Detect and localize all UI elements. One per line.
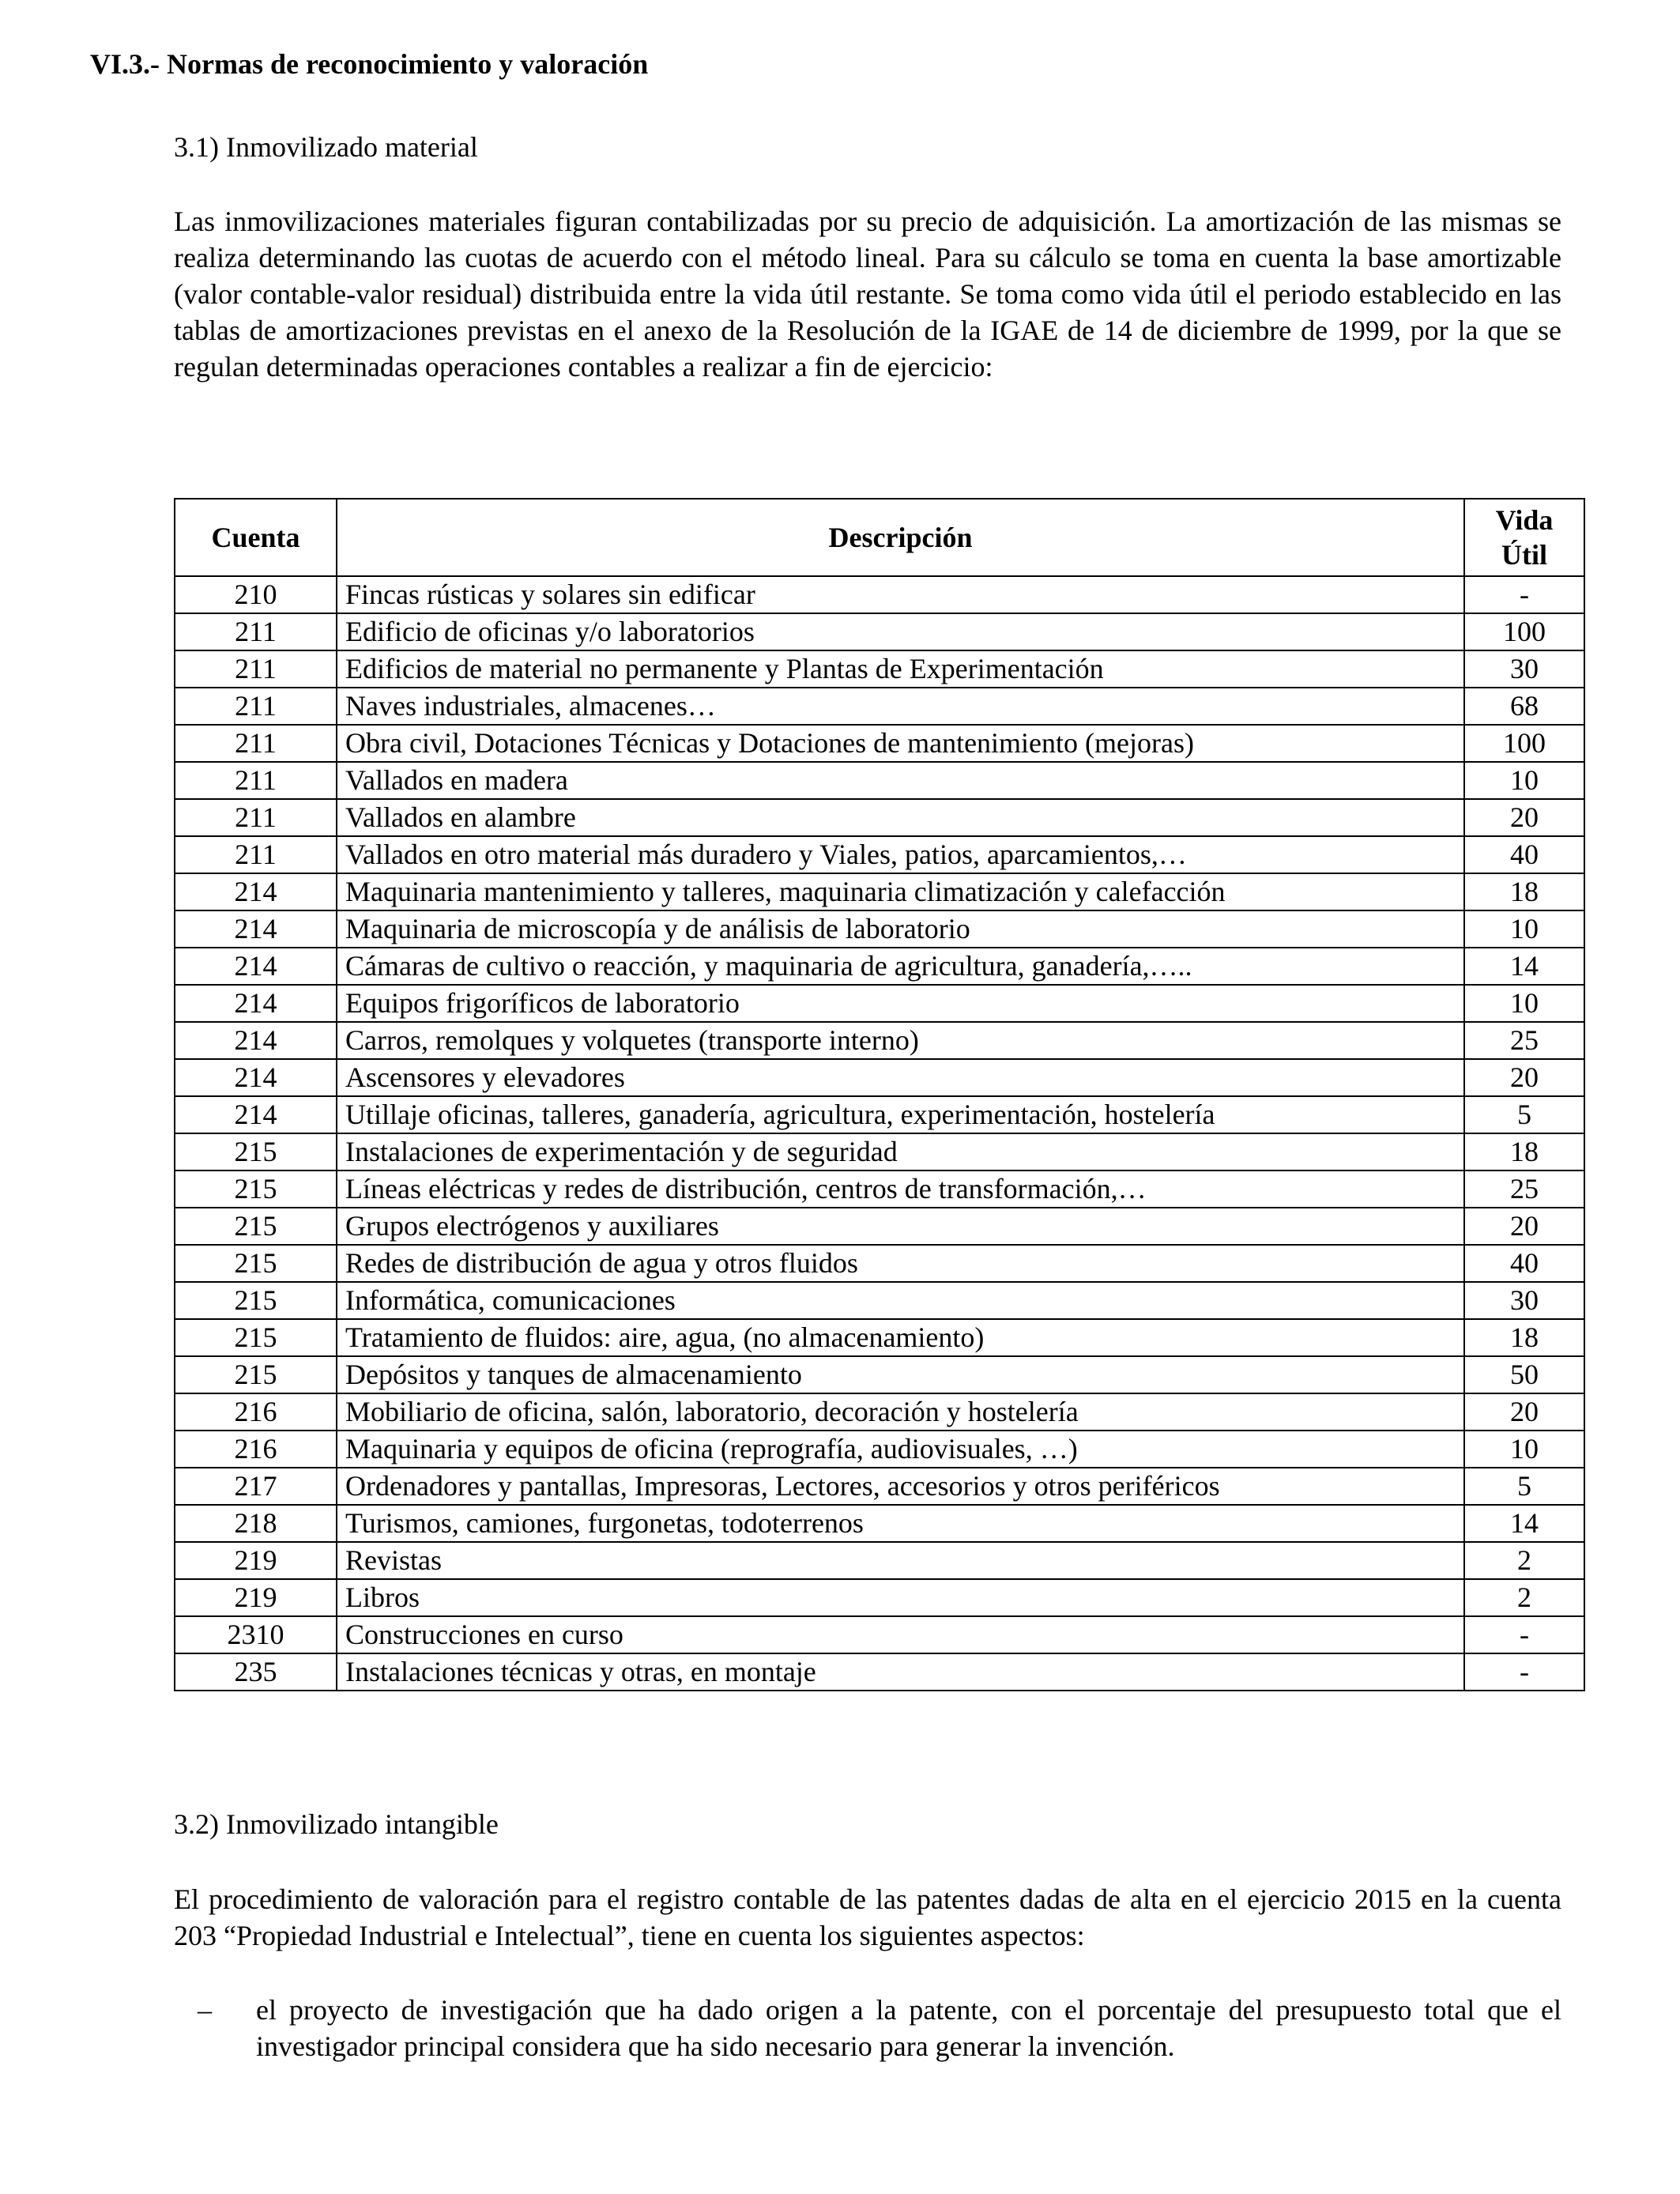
cell-description: Turismos, camiones, furgonetas, todoterrenos bbox=[337, 1505, 1464, 1542]
bullet-dash: – bbox=[198, 1994, 212, 2026]
cell-useful-life: 20 bbox=[1464, 1208, 1584, 1245]
header-life-line1: Vida bbox=[1495, 504, 1554, 536]
table-row bbox=[175, 762, 1584, 799]
cell-account: 211 bbox=[175, 836, 337, 873]
cell-account: 215 bbox=[175, 1356, 337, 1393]
table-row bbox=[175, 650, 1584, 688]
table-row bbox=[175, 1022, 1584, 1059]
cell-useful-life: 10 bbox=[1464, 1431, 1584, 1468]
table-row bbox=[175, 1468, 1584, 1505]
subsection-title-material: 3.1) Inmovilizado material bbox=[174, 131, 478, 163]
cell-account: 214 bbox=[175, 985, 337, 1022]
cell-description: Ascensores y elevadores bbox=[337, 1059, 1464, 1096]
cell-description: Naves industriales, almacenes… bbox=[337, 688, 1464, 725]
cell-useful-life: 10 bbox=[1464, 985, 1584, 1022]
bullet-text: el proyecto de investigación que ha dado origen a la patente, con el porcentaje del presupuesto total que el investigador principal considera que ha sido necesario para generar la invención. bbox=[256, 1994, 1561, 2062]
cell-description: Vallados en madera bbox=[337, 762, 1464, 799]
table-row bbox=[175, 688, 1584, 725]
cell-description: Tratamiento de fluidos: aire, agua, (no almacenamiento) bbox=[337, 1319, 1464, 1356]
table-row bbox=[175, 1393, 1584, 1431]
paragraph-intangible: El procedimiento de valoración para el registro contable de las patentes dadas de alta en el ejercicio 2015 en la cuenta 203 “Propiedad Industrial e Intelectual”, tiene en cuenta los siguientes aspectos: bbox=[174, 1883, 1561, 1951]
table-row bbox=[175, 1653, 1584, 1691]
table-row bbox=[175, 799, 1584, 836]
cell-useful-life: 2 bbox=[1464, 1579, 1584, 1616]
cell-account: 219 bbox=[175, 1579, 337, 1616]
header-useful-life bbox=[1464, 499, 1584, 576]
cell-account: 214 bbox=[175, 1022, 337, 1059]
cell-account: 215 bbox=[175, 1208, 337, 1245]
table-row bbox=[175, 1096, 1584, 1133]
bullet-item bbox=[174, 1992, 1561, 2064]
cell-useful-life: 40 bbox=[1464, 836, 1584, 873]
cell-description: Edificios de material no permanente y Plantas de Experimentación bbox=[337, 650, 1464, 688]
table-header-row bbox=[175, 499, 1584, 576]
cell-description: Edificio de oficinas y/o laboratorios bbox=[337, 613, 1464, 650]
cell-useful-life: 20 bbox=[1464, 799, 1584, 836]
cell-useful-life: 18 bbox=[1464, 1133, 1584, 1171]
cell-description: Redes de distribución de agua y otros fluidos bbox=[337, 1245, 1464, 1282]
cell-useful-life: - bbox=[1464, 1653, 1584, 1691]
header-description: Descripción bbox=[337, 499, 1464, 576]
cell-useful-life: 5 bbox=[1464, 1468, 1584, 1505]
subsection-title-intangible: 3.2) Inmovilizado intangible bbox=[174, 1808, 499, 1840]
cell-account: 211 bbox=[175, 650, 337, 688]
cell-account: 215 bbox=[175, 1245, 337, 1282]
cell-description: Mobiliario de oficina, salón, laboratorio, decoración y hostelería bbox=[337, 1393, 1464, 1431]
cell-useful-life: 20 bbox=[1464, 1393, 1584, 1431]
header-account: Cuenta bbox=[175, 499, 337, 576]
cell-useful-life: 10 bbox=[1464, 910, 1584, 948]
table-row bbox=[175, 1171, 1584, 1208]
cell-description: Instalaciones de experimentación y de seguridad bbox=[337, 1133, 1464, 1171]
cell-account: 214 bbox=[175, 873, 337, 910]
cell-account: 214 bbox=[175, 948, 337, 985]
cell-account: 214 bbox=[175, 910, 337, 948]
table-row bbox=[175, 613, 1584, 650]
cell-useful-life: 14 bbox=[1464, 948, 1584, 985]
cell-description: Libros bbox=[337, 1579, 1464, 1616]
cell-account: 215 bbox=[175, 1133, 337, 1171]
table-row bbox=[175, 985, 1584, 1022]
cell-description: Grupos electrógenos y auxiliares bbox=[337, 1208, 1464, 1245]
cell-useful-life: 68 bbox=[1464, 688, 1584, 725]
cell-useful-life: 30 bbox=[1464, 1282, 1584, 1319]
cell-description: Cámaras de cultivo o reacción, y maquinaria de agricultura, ganadería,….. bbox=[337, 948, 1464, 985]
header-life-line2: Útil bbox=[1501, 539, 1547, 571]
cell-useful-life: 25 bbox=[1464, 1171, 1584, 1208]
cell-useful-life: 18 bbox=[1464, 873, 1584, 910]
cell-account: 215 bbox=[175, 1171, 337, 1208]
cell-description: Construcciones en curso bbox=[337, 1616, 1464, 1653]
cell-account: 211 bbox=[175, 762, 337, 799]
cell-useful-life: 10 bbox=[1464, 762, 1584, 799]
cell-useful-life: 100 bbox=[1464, 613, 1584, 650]
cell-description: Revistas bbox=[337, 1542, 1464, 1579]
cell-account: 216 bbox=[175, 1431, 337, 1468]
cell-account: 211 bbox=[175, 799, 337, 836]
cell-useful-life: 50 bbox=[1464, 1356, 1584, 1393]
section-title: VI.3.- Normas de reconocimiento y valoración bbox=[90, 48, 649, 80]
cell-account: 216 bbox=[175, 1393, 337, 1431]
cell-useful-life: 30 bbox=[1464, 650, 1584, 688]
cell-useful-life: 100 bbox=[1464, 725, 1584, 762]
table-body bbox=[175, 576, 1584, 1691]
cell-account: 235 bbox=[175, 1653, 337, 1691]
cell-account: 214 bbox=[175, 1096, 337, 1133]
cell-useful-life: 40 bbox=[1464, 1245, 1584, 1282]
cell-useful-life: 14 bbox=[1464, 1505, 1584, 1542]
cell-useful-life: 2 bbox=[1464, 1542, 1584, 1579]
cell-useful-life: 18 bbox=[1464, 1319, 1584, 1356]
cell-description: Líneas eléctricas y redes de distribución, centros de transformación,… bbox=[337, 1171, 1464, 1208]
table-row bbox=[175, 1431, 1584, 1468]
cell-description: Fincas rústicas y solares sin edificar bbox=[337, 576, 1464, 613]
cell-description: Vallados en alambre bbox=[337, 799, 1464, 836]
table-row bbox=[175, 1616, 1584, 1653]
cell-account: 214 bbox=[175, 1059, 337, 1096]
cell-description: Maquinaria y equipos de oficina (reprografía, audiovisuales, …) bbox=[337, 1431, 1464, 1468]
table-row bbox=[175, 725, 1584, 762]
cell-account: 215 bbox=[175, 1282, 337, 1319]
table-row bbox=[175, 1245, 1584, 1282]
table-row bbox=[175, 1319, 1584, 1356]
cell-description: Carros, remolques y volquetes (transporte interno) bbox=[337, 1022, 1464, 1059]
amortization-table bbox=[174, 498, 1585, 1691]
cell-description: Equipos frigoríficos de laboratorio bbox=[337, 985, 1464, 1022]
table-row bbox=[175, 1133, 1584, 1171]
table-row bbox=[175, 1208, 1584, 1245]
paragraph-material: Las inmovilizaciones materiales figuran contabilizadas por su precio de adquisición. La amortización de las mismas se realiza determinando las cuotas de acuerdo con el método lineal. Para su cálculo se toma en cuenta la base amortizable (valor contable-valor residual) distribuida entre la vida útil restante. Se toma como vida útil el periodo establecido en las tablas de amortizaciones previstas en el anexo de la Resolución de la IGAE de 14 de diciembre de 1999, por la que se regulan determinadas operaciones contables a realizar a fin de ejercicio: bbox=[174, 205, 1561, 383]
table-row bbox=[175, 873, 1584, 910]
table-row bbox=[175, 1542, 1584, 1579]
cell-useful-life: - bbox=[1464, 576, 1584, 613]
cell-account: 210 bbox=[175, 576, 337, 613]
cell-account: 218 bbox=[175, 1505, 337, 1542]
table-row bbox=[175, 576, 1584, 613]
table-row bbox=[175, 1356, 1584, 1393]
cell-description: Vallados en otro material más duradero y Viales, patios, aparcamientos,… bbox=[337, 836, 1464, 873]
cell-account: 215 bbox=[175, 1319, 337, 1356]
cell-account: 217 bbox=[175, 1468, 337, 1505]
table-row bbox=[175, 1059, 1584, 1096]
cell-useful-life: 25 bbox=[1464, 1022, 1584, 1059]
table-row bbox=[175, 1282, 1584, 1319]
cell-account: 211 bbox=[175, 725, 337, 762]
table-row bbox=[175, 1579, 1584, 1616]
cell-description: Ordenadores y pantallas, Impresoras, Lectores, accesorios y otros periféricos bbox=[337, 1468, 1464, 1505]
table-row bbox=[175, 910, 1584, 948]
cell-account: 211 bbox=[175, 613, 337, 650]
cell-description: Depósitos y tanques de almacenamiento bbox=[337, 1356, 1464, 1393]
cell-useful-life: - bbox=[1464, 1616, 1584, 1653]
cell-useful-life: 20 bbox=[1464, 1059, 1584, 1096]
cell-description: Maquinaria de microscopía y de análisis de laboratorio bbox=[337, 910, 1464, 948]
cell-account: 219 bbox=[175, 1542, 337, 1579]
cell-description: Informática, comunicaciones bbox=[337, 1282, 1464, 1319]
cell-description: Maquinaria mantenimiento y talleres, maquinaria climatización y calefacción bbox=[337, 873, 1464, 910]
table-row bbox=[175, 948, 1584, 985]
cell-description: Instalaciones técnicas y otras, en montaje bbox=[337, 1653, 1464, 1691]
cell-useful-life: 5 bbox=[1464, 1096, 1584, 1133]
cell-description: Utillaje oficinas, talleres, ganadería, agricultura, experimentación, hostelería bbox=[337, 1096, 1464, 1133]
table-row bbox=[175, 1505, 1584, 1542]
cell-account: 2310 bbox=[175, 1616, 337, 1653]
cell-account: 211 bbox=[175, 688, 337, 725]
cell-description: Obra civil, Dotaciones Técnicas y Dotaciones de mantenimiento (mejoras) bbox=[337, 725, 1464, 762]
table-row bbox=[175, 836, 1584, 873]
